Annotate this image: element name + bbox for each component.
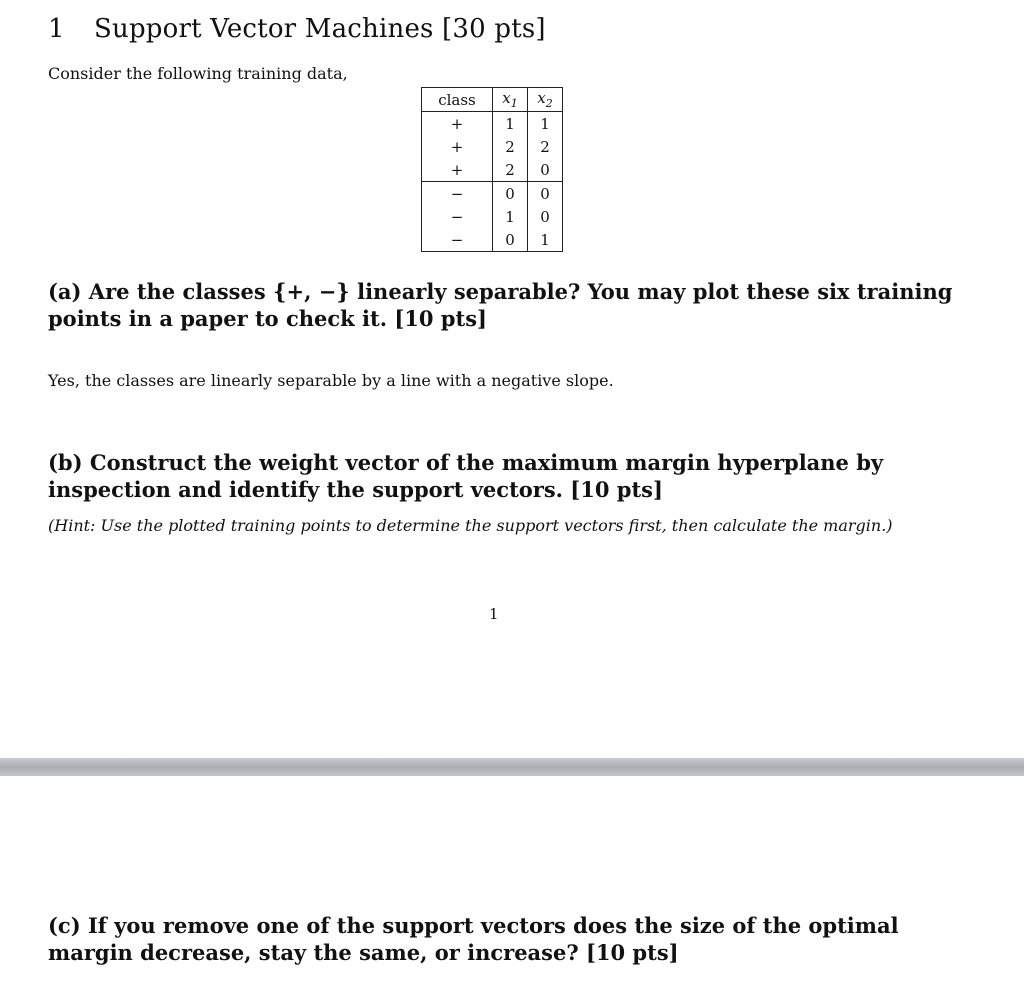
cell-x2: 0 xyxy=(528,205,563,228)
page-2 xyxy=(0,776,1024,998)
cell-x1: 1 xyxy=(493,205,528,228)
cell-x2: 1 xyxy=(528,112,563,136)
cell-x2: 0 xyxy=(528,158,563,182)
section-title xyxy=(48,14,546,44)
cell-x2: 1 xyxy=(528,228,563,252)
header-x1: $x_1$ xyxy=(493,88,528,112)
table-row xyxy=(422,182,563,206)
cell-x1: 1 xyxy=(493,112,528,136)
table-row xyxy=(422,135,563,158)
section-heading: Support Vector Machines [30 pts] xyxy=(94,14,546,44)
cell-class: − xyxy=(422,182,493,206)
page-number: 1 xyxy=(489,605,499,623)
question-b: (b) Construct the weight vector of the maximum margin hyperplane by inspection and identify the support vectors. [10 pts] xyxy=(48,450,884,502)
training-data-table xyxy=(421,87,563,252)
table-row xyxy=(422,228,563,252)
header-class: class xyxy=(422,88,493,112)
table-row xyxy=(422,205,563,228)
cell-x1: 2 xyxy=(493,135,528,158)
cell-class: + xyxy=(422,135,493,158)
cell-x2: 2 xyxy=(528,135,563,158)
section-number: 1 xyxy=(48,14,65,44)
cell-x1: 0 xyxy=(493,182,528,206)
question-a: (a) Are the classes {+, −} linearly separable? You may plot these six training points in a paper to check it. [10 pts] xyxy=(48,279,953,331)
table-header-row xyxy=(422,88,563,112)
page-divider xyxy=(0,758,1024,776)
cell-class: + xyxy=(422,112,493,136)
question-c: (c) If you remove one of the support vectors does the size of the optimal margin decrease, stay the same, or increase? [10 pts] xyxy=(48,913,899,965)
table-row xyxy=(422,158,563,182)
answer-a: Yes, the classes are linearly separable by a line with a negative slope. xyxy=(48,371,614,390)
cell-class: − xyxy=(422,228,493,252)
intro-text: Consider the following training data, xyxy=(48,64,348,83)
hint-b: (Hint: Use the plotted training points to determine the support vectors first, then calculate the margin.) xyxy=(48,516,893,535)
cell-x1: 0 xyxy=(493,228,528,252)
cell-class: − xyxy=(422,205,493,228)
cell-class: + xyxy=(422,158,493,182)
cell-x2: 0 xyxy=(528,182,563,206)
cell-x1: 2 xyxy=(493,158,528,182)
table-row xyxy=(422,112,563,136)
header-x2: $x_2$ xyxy=(528,88,563,112)
